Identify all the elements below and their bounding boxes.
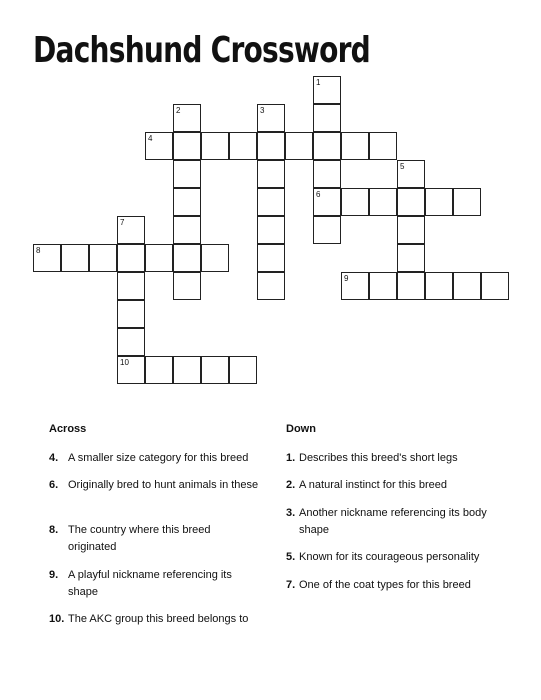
grid-cell[interactable] bbox=[313, 216, 341, 244]
across-clue bbox=[49, 567, 259, 601]
grid-cell[interactable] bbox=[117, 300, 145, 328]
grid-cell[interactable] bbox=[117, 244, 145, 272]
cell-number: 1 bbox=[316, 78, 321, 87]
grid-cell[interactable] bbox=[145, 244, 173, 272]
down-clue bbox=[286, 450, 506, 467]
clue-text: Known for its courageous personality bbox=[299, 551, 480, 563]
grid-cell[interactable] bbox=[33, 244, 61, 272]
grid-cell[interactable] bbox=[341, 188, 369, 216]
page-title: Dachshund Crossword bbox=[33, 30, 370, 71]
grid-cell[interactable] bbox=[201, 132, 229, 160]
down-clue bbox=[286, 505, 511, 539]
clue-text: Another nickname referencing its body shape bbox=[299, 507, 487, 536]
grid-cell[interactable] bbox=[453, 188, 481, 216]
grid-cell[interactable] bbox=[173, 132, 201, 160]
grid-cell[interactable] bbox=[425, 188, 453, 216]
clue-text: The country where this breed originated bbox=[68, 524, 211, 553]
grid-cell[interactable] bbox=[117, 272, 145, 300]
clue-number: 9. bbox=[49, 569, 59, 581]
grid-cell[interactable] bbox=[173, 272, 201, 300]
clue-text: Originally bred to hunt animals in these bbox=[68, 479, 259, 491]
grid-cell[interactable] bbox=[313, 160, 341, 188]
clue-number: 6. bbox=[49, 479, 59, 491]
grid-cell[interactable] bbox=[341, 132, 369, 160]
across-clue bbox=[49, 611, 279, 628]
grid-cell[interactable] bbox=[425, 272, 453, 300]
clue-text: The AKC group this breed belongs to bbox=[68, 613, 249, 625]
down-clue bbox=[286, 549, 511, 566]
grid-cell[interactable] bbox=[173, 160, 201, 188]
clue-number: 1. bbox=[286, 452, 296, 464]
down-clue bbox=[286, 477, 506, 494]
grid-cell[interactable] bbox=[453, 272, 481, 300]
grid-cell[interactable] bbox=[145, 356, 173, 384]
cell-number: 10 bbox=[120, 358, 129, 367]
grid-cell[interactable] bbox=[257, 132, 285, 160]
cell-number: 4 bbox=[148, 134, 153, 143]
grid-cell[interactable] bbox=[369, 188, 397, 216]
clue-text: A smaller size category for this breed bbox=[68, 452, 249, 464]
cell-number: 7 bbox=[120, 218, 125, 227]
clue-text: A playful nickname referencing its shape bbox=[68, 569, 232, 598]
clue-text: A natural instinct for this breed bbox=[299, 479, 447, 491]
grid-cell[interactable] bbox=[117, 328, 145, 356]
cell-number: 6 bbox=[316, 190, 321, 199]
grid-cell[interactable] bbox=[313, 188, 341, 216]
grid-cell[interactable] bbox=[341, 272, 369, 300]
grid-cell[interactable] bbox=[173, 244, 201, 272]
cell-number: 8 bbox=[36, 246, 41, 255]
clue-number: 7. bbox=[286, 579, 296, 591]
down-heading: Down bbox=[286, 423, 316, 435]
grid-cell[interactable] bbox=[257, 216, 285, 244]
cell-number: 5 bbox=[400, 162, 405, 171]
grid-cell[interactable] bbox=[257, 188, 285, 216]
grid-cell[interactable] bbox=[369, 132, 397, 160]
grid-cell[interactable] bbox=[173, 188, 201, 216]
grid-cell[interactable] bbox=[257, 272, 285, 300]
grid-cell[interactable] bbox=[173, 356, 201, 384]
grid-cell[interactable] bbox=[117, 356, 145, 384]
grid-cell[interactable] bbox=[257, 160, 285, 188]
cell-number: 3 bbox=[260, 106, 265, 115]
grid-cell[interactable] bbox=[397, 272, 425, 300]
across-clue bbox=[49, 450, 269, 467]
grid-cell[interactable] bbox=[117, 216, 145, 244]
grid-cell[interactable] bbox=[397, 244, 425, 272]
grid-cell[interactable] bbox=[369, 272, 397, 300]
cell-number: 9 bbox=[344, 274, 349, 283]
cell-number: 2 bbox=[176, 106, 181, 115]
grid-cell[interactable] bbox=[173, 104, 201, 132]
clue-number: 2. bbox=[286, 479, 296, 491]
clue-number: 4. bbox=[49, 452, 59, 464]
clue-number: 5. bbox=[286, 551, 296, 563]
across-clue bbox=[49, 477, 259, 494]
down-clue bbox=[286, 577, 511, 594]
grid-cell[interactable] bbox=[481, 272, 509, 300]
grid-cell[interactable] bbox=[257, 104, 285, 132]
across-clue bbox=[49, 522, 249, 556]
grid-cell[interactable] bbox=[313, 76, 341, 104]
grid-cell[interactable] bbox=[229, 356, 257, 384]
grid-cell[interactable] bbox=[89, 244, 117, 272]
clue-text: One of the coat types for this breed bbox=[299, 579, 471, 591]
clue-number: 8. bbox=[49, 524, 59, 536]
clue-number: 10. bbox=[49, 613, 65, 625]
clue-number: 3. bbox=[286, 507, 296, 519]
grid-cell[interactable] bbox=[397, 216, 425, 244]
grid-cell[interactable] bbox=[201, 244, 229, 272]
grid-cell[interactable] bbox=[201, 356, 229, 384]
grid-cell[interactable] bbox=[285, 132, 313, 160]
grid-cell[interactable] bbox=[61, 244, 89, 272]
across-heading: Across bbox=[49, 423, 87, 435]
clue-text: Describes this breed's short legs bbox=[299, 452, 458, 464]
grid-cell[interactable] bbox=[173, 216, 201, 244]
grid-cell[interactable] bbox=[397, 160, 425, 188]
grid-cell[interactable] bbox=[397, 188, 425, 216]
grid-cell[interactable] bbox=[229, 132, 257, 160]
grid-cell[interactable] bbox=[145, 132, 173, 160]
grid-cell[interactable] bbox=[257, 244, 285, 272]
grid-cell[interactable] bbox=[313, 132, 341, 160]
grid-cell[interactable] bbox=[313, 104, 341, 132]
